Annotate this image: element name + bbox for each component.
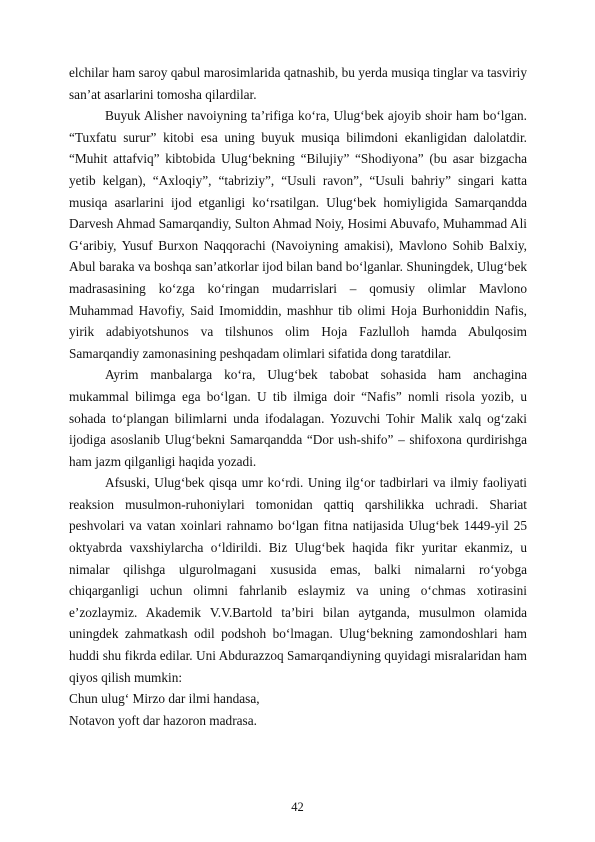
- body-text: [69, 62, 527, 731]
- paragraph-1: elchilar ham saroy qabul marosimlarida qatnashib, bu yerda musiqa tinglar va tasviriy san’at asarlarini tomosha qilardilar.: [69, 65, 527, 102]
- paragraph-2: Buyuk Alisher navoiyning ta’rifiga ko‘ra, Ulug‘bek ajoyib shoir ham bo‘lgan. “Tuxfatu surur” kitobi esa uning buyuk musiqa bilimdoni ekanligidan dalolatdir. “Muhit attafviq” kibtobida Ulug‘bekning “Bilujiy” “Shodiyona” (bu asar bizgacha yetib kelgan), “Axloqiy”, “tabriziy”, “Usuli ravon”, “Usuli bahriy” singari katta musiqa asarlarini ijod etganligi ko‘rsatilgan. Ulug‘bek homiyligida Samarqandda Darvesh Ahmad Samarqandiy, Sulton Ahmad Noiy, Hosimi Abuvafo, Muhammad Ali G‘aribiy, Yusuf Burxon Naqqorachi (Navoiyning amakisi), Mavlono Sohib Balxiy, Abul baraka va boshqa san’atkorlar ijod bilan band bo‘lganlar. Shuningdek, Ulug‘bek madrasasining ko‘zga ko‘ringan mudarrislari – qomusiy olimlar Mavlono Muhammad Havofiy, Said Imomiddin, mashhur tib olimi Hoja Burhoniddin Nafis, yirik adabiyotshunos va tilshunos olim Hoja Fazlulloh hamda Abulqosim Samarqandiy zamonasining peshqadam olimlari sifatida dong taratdilar.: [69, 108, 527, 361]
- page-number: 42: [291, 800, 304, 814]
- paragraph-3: Ayrim manbalarga ko‘ra, Ulug‘bek tabobat sohasida ham anchagina mukammal bilimga ega bo‘lgan. U tib ilmiga doir “Nafis” nomli risola yozib, u sohada to‘plangan bilimlarni unda ifodalagan. Yozuvchi Tohir Malik xalq og‘zaki ijodiga asoslanib Ulug‘bekni Samarqandda “Dor ush-shifo” – shifoxona qurdirishga ham jazm qilganligi haqida yozadi.: [69, 367, 527, 469]
- verse-line-2: Notavon yoft dar hazoron madrasa.: [69, 712, 257, 728]
- paragraph-4: Afsuski, Ulug‘bek qisqa umr ko‘rdi. Uning ilg‘or tadbirlari va ilmiy faoliyati reaksion musulmon-ruhoniylari tomonidan qattiq qarshilikka uchradi. Shariat peshvolari va vatan xoinlari rahnamo bo‘lgan fitna natijasida Ulug‘bek 1449-yil 25 oktyabrda vaxshiylarcha o‘ldirildi. Biz Ulug‘bek haqida fikr yuritar ekanmiz, u nimalar qilishga ulgurolmagani xususida emas, balki nimalarni ro‘yobga chiqarganligi uchun olimni fahrlanib eslaymiz va uning o‘chmas xotirasini e’zozlaymiz. Akademik V.V.Bartold ta’biri bilan aytganda, musulmon olamida uningdek zahmatkash odil podshoh bo‘lmagan. Ulug‘bekning zamondoshlari ham huddi shu fikrda edilar. Uni Abdurazzoq Samarqandiyning quyidagi misralaridan ham qiyos qilish mumkin:: [69, 475, 527, 685]
- verse-line-1: Chun ulug‘ Mirzo dar ilmi handasa,: [69, 691, 260, 707]
